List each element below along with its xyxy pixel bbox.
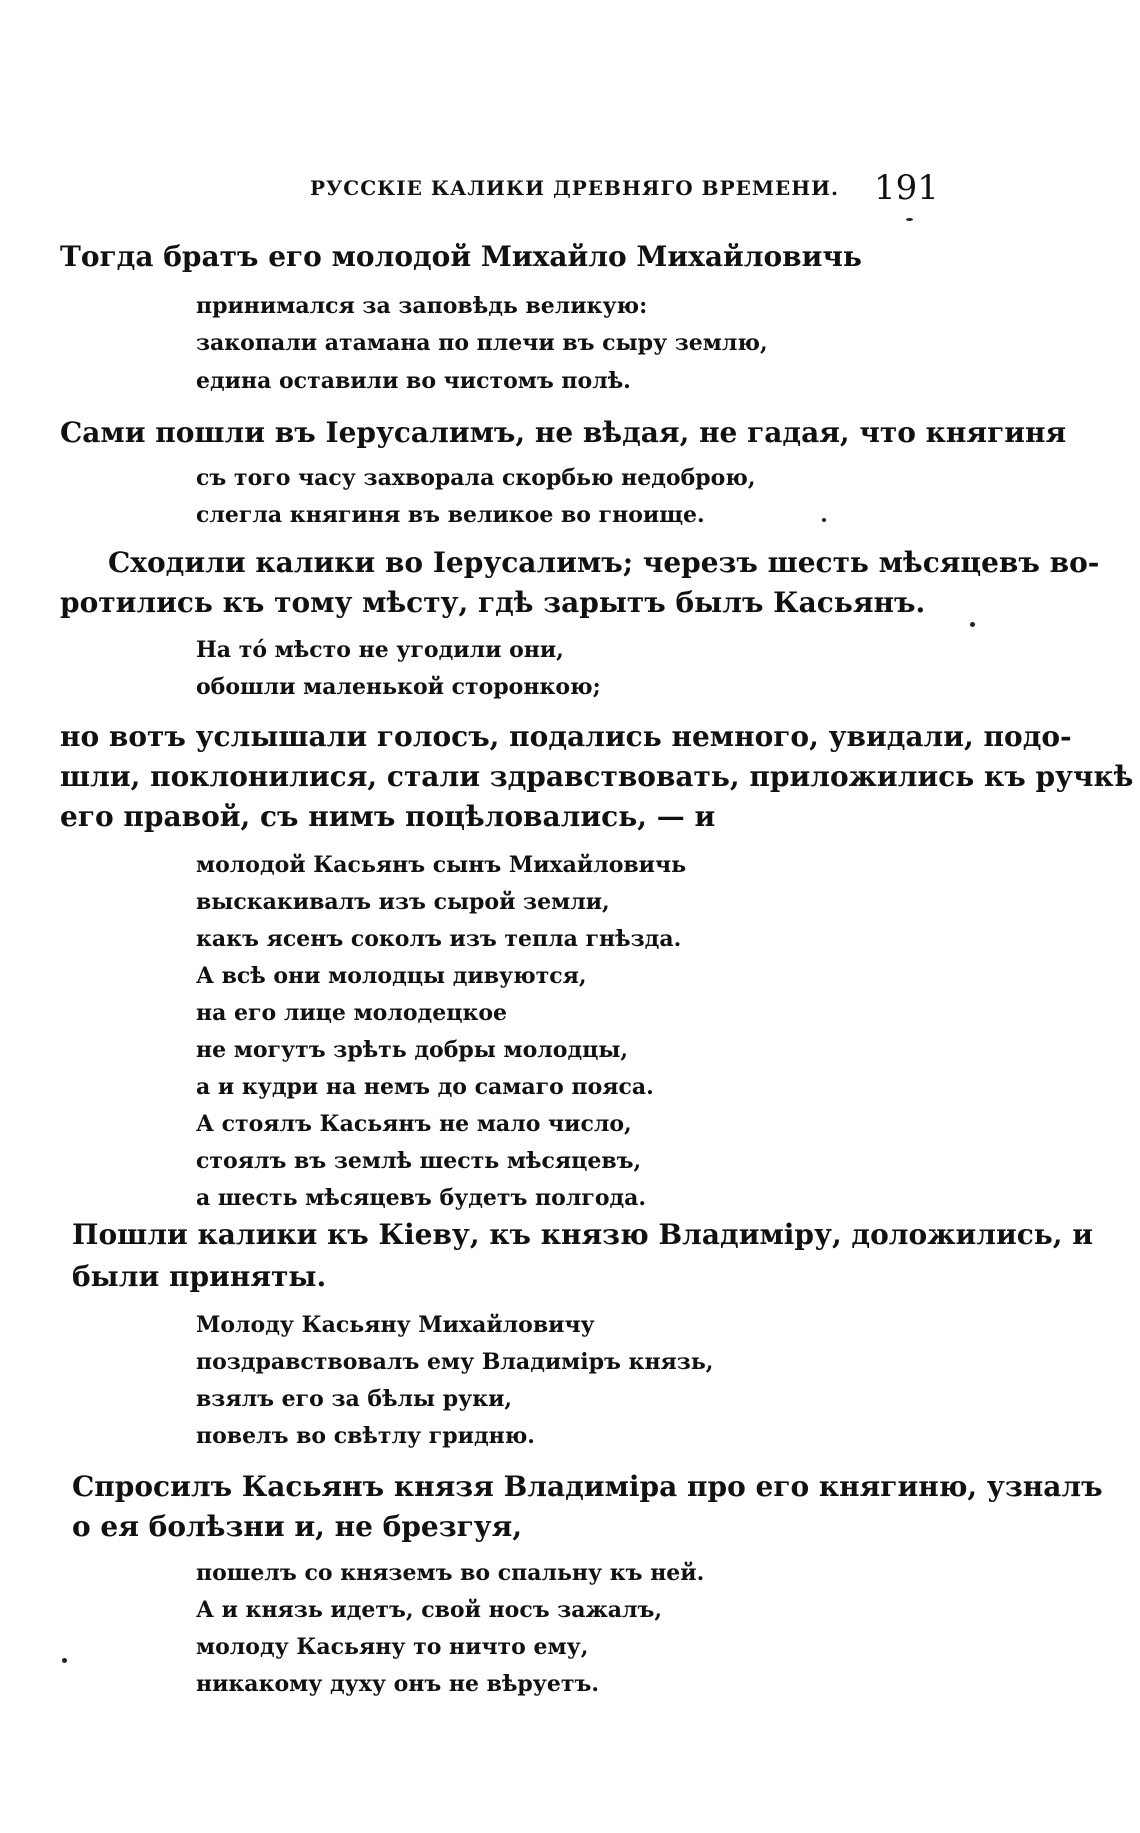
text-line: едина оставили во чистомъ полѣ. (196, 368, 631, 394)
scan-speck (62, 1658, 67, 1663)
text-line: выскакивалъ изъ сырой земли, (196, 889, 610, 915)
text-line: А всѣ они молодцы дивуются, (196, 963, 587, 989)
text-line: но вотъ услышали голосъ, подались немного, увидали, подо- (60, 720, 1072, 753)
text-line: принимался за заповѣдь великую: (196, 293, 648, 319)
text-line: о ея болѣзни и, не брезгуя, (72, 1510, 523, 1543)
text-line: Спросилъ Касьянъ князя Владиміра про его княгиню, узналъ (72, 1470, 1103, 1503)
text-line: съ того часу захворала скорбью недоброю, (196, 465, 756, 491)
text-line: закопали атамана по плечи въ сыру землю, (196, 330, 768, 356)
text-line: Молоду Касьяну Михайловичу (196, 1312, 595, 1338)
text-line: не могутъ зрѣть добры молодцы, (196, 1037, 629, 1063)
text-line: его правой, съ нимъ поцѣловались, — и (60, 800, 716, 833)
text-line: повелъ во свѣтлу гридню. (196, 1423, 535, 1449)
text-line: взялъ его за бѣлы руки, (196, 1386, 513, 1412)
text-line: А и князь идетъ, свой носъ зажалъ, (196, 1597, 663, 1623)
scan-speck (970, 622, 975, 627)
text-line: стоялъ въ землѣ шесть мѣсяцевъ, (196, 1148, 642, 1174)
text-line: ротились къ тому мѣсту, гдѣ зарытъ былъ Касьянъ. (60, 586, 926, 619)
text-line: Сходили калики во Іерусалимъ; черезъ шесть мѣсяцевъ во- (108, 546, 1100, 579)
text-line: На то́ мѣсто не угодили они, (196, 637, 564, 663)
text-line: какъ ясенъ соколъ изъ тепла гнѣзда. (196, 926, 682, 952)
running-head: РУССКІЕ КАЛИКИ ДРЕВНЯГО ВРЕМЕНИ. (310, 176, 840, 200)
text-line: Пошли калики къ Кіеву, къ князю Владиміру, доложились, и (72, 1218, 1094, 1251)
text-line: Сами пошли въ Іерусалимъ, не вѣдая, не гадая, что княгиня (60, 416, 1067, 449)
text-line: шли, поклонилися, стали здравствовать, приложились къ ручкѣ (60, 760, 1134, 793)
text-line: а шесть мѣсяцевъ будетъ полгода. (196, 1185, 647, 1211)
scan-speck (906, 218, 913, 221)
text-line: Тогда братъ его молодой Михайло Михайловичь (60, 240, 862, 273)
page-number: 191 (874, 168, 939, 208)
text-line: А стоялъ Касьянъ не мало число, (196, 1111, 632, 1137)
text-line: слегла княгиня въ великое во гноище. (196, 502, 705, 528)
text-line: обошли маленькой сторонкою; (196, 674, 601, 700)
text-line: никакому духу онъ не вѣруетъ. (196, 1671, 600, 1697)
text-line: пошелъ со княземъ во спальну къ ней. (196, 1560, 705, 1586)
text-line: а и кудри на немъ до самаго пояса. (196, 1074, 654, 1100)
scan-speck (822, 518, 826, 522)
text-line: молодой Касьянъ сынъ Михайловичь (196, 852, 687, 878)
text-line: поздравствовалъ ему Владиміръ князь, (196, 1349, 714, 1375)
text-line: молоду Касьяну то ничто ему, (196, 1634, 589, 1660)
text-line: на его лице молодецкое (196, 1000, 508, 1026)
text-line: были приняты. (72, 1260, 327, 1293)
